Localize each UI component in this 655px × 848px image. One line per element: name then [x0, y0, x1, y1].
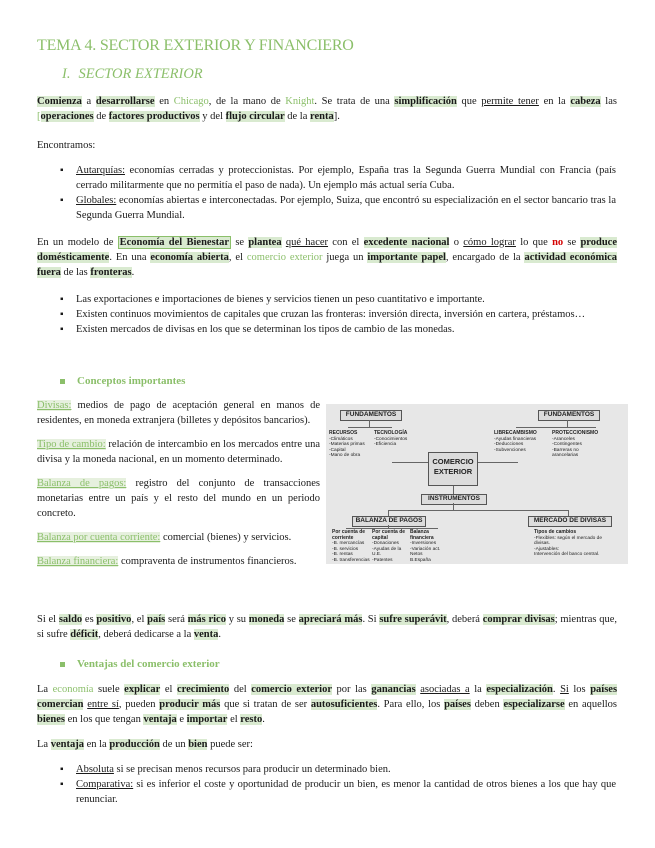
- tipos-de-cambio-block: Tipos de cambios -Flexibles: según el mercado de divisas. -Ajustables: Intervención del banco central.: [534, 529, 602, 558]
- definition: Balanza financiera: compraventa de instrumentos financieros.: [37, 556, 297, 567]
- definitions-list: [37, 398, 320, 578]
- ventajas-paragraph: La economía suele explicar el crecimiento del comercio exterior por las ganancias asociadas a la especialización. Si los países comercian entre sí, pueden producir más que si tratan de ser autosuficientes. Para ello, los países deben especializarse en aquellos bienes en los que tengan ventaja e importar el resto.: [37, 684, 618, 725]
- recursos-block: RECURSOS -Climáticos -Materias primas -Capital -Mano de obra: [329, 430, 365, 459]
- balanza-de-pagos-box: BALANZA DE PAGOS: [352, 516, 426, 527]
- list-item: ▪ Existen continuos movimientos de capitales que cruzan las fronteras: inversión directa, inversión en cartera, préstamos…: [60, 307, 616, 322]
- list-item: ▪ Existen mercados de divisas en los que se determinan los tipos de cambio de las monedas.: [60, 322, 616, 337]
- definition: Divisas: medios de pago de aceptación general en manos de residentes, en moneda extranjera (billetes y depósitos bancarios).: [37, 400, 320, 426]
- balanza-financiera-block: Balanza financiera -Inversiones -Variación act. Netos B.España: [410, 529, 441, 563]
- foreign-trade-diagram: [326, 404, 628, 564]
- list-item: ▪ Autarquías: economías cerradas y proteccionistas. Por ejemplo, España tras la Segunda Guerra Mundial con Francia (país cerrado militarmente que no permitía el paso de nada). Un ejemplo más actual sería Cuba.: [60, 163, 616, 193]
- encontramos-text: Encontramos:: [37, 140, 96, 151]
- instrumentos-box: INSTRUMENTOS: [421, 494, 487, 505]
- list-item: ▪ Las exportaciones e importaciones de bienes y servicios tienen un peso cuantitativo e importante.: [60, 292, 616, 307]
- librecambismo-block: LIBRECAMBISMO -Ayudas financieras -Deducciones -Subvenciones: [494, 430, 537, 453]
- tecnologia-block: TECNOLOGÍA -Conocimientos -Eficiencia: [374, 430, 408, 448]
- definition: Balanza de pagos: registro del conjunto de transacciones monetarias entre un país y el resto del mundo en un periodo concreto.: [37, 478, 320, 519]
- intro-paragraph: Comienza a desarrollarse en Chicago, de la mano de Knight. Se trata de una simplificación que permite tener en la cabeza las [operaciones de factores productivos y del flujo circular de la renta].: [37, 96, 617, 122]
- square-bullet-icon: [60, 379, 65, 384]
- concepts-heading: Conceptos importantes: [60, 374, 185, 389]
- page-title: TEMA 4. SECTOR EXTERIOR Y FINANCIERO: [37, 37, 354, 54]
- fundamentos-left-box: FUNDAMENTOS: [340, 410, 402, 421]
- fundamentos-right-box: FUNDAMENTOS: [538, 410, 600, 421]
- definition: Tipo de cambio: relación de intercambio en los mercados entre una divisa y la moneda nacional, en un momento determinado.: [37, 439, 320, 465]
- ventaja-produccion-paragraph: La ventaja en la producción de un bien puede ser:: [37, 739, 253, 750]
- economy-types-list: [60, 163, 616, 223]
- list-item: ▪ Absoluta si se precisan menos recursos para producir un determinado bien.: [60, 762, 616, 777]
- saldo-paragraph: Si el saldo es positivo, el país será más rico y su moneda se apreciará más. Si sufre superávit, deberá comprar divisas; mientras que, si sufre déficit, deberá dedicarse a la venta.: [37, 614, 618, 640]
- list-item: ▪ Globales: economías abiertas e interconectadas. Por ejemplo, Suiza, que encontró su especialización en el sector bancario tras la Segunda Guerra Mundial.: [60, 193, 616, 223]
- section-number: I.: [62, 66, 71, 82]
- cuenta-corriente-block: Por cuenta de corriente -B. mercancías -B. servicios -B. rentas -B. transferencias: [332, 529, 370, 563]
- section-title-text: SECTOR EXTERIOR: [78, 66, 203, 82]
- proteccionismo-block: PROTECCIONISMO -Aranceles -Contingentes -Barreras no arancelarias: [552, 430, 599, 459]
- section-title: [62, 67, 203, 82]
- ventaja-types-list: [60, 762, 616, 807]
- comercio-exterior-box: COMERCIO EXTERIOR: [428, 452, 478, 486]
- square-bullet-icon: [60, 662, 65, 667]
- model-paragraph: En un modelo de Economía del Bienestar se plantea qué hacer con el excedente nacional o cómo lograr lo que no se produce domésticamente. En una economía abierta, el comercio exterior juega un importante papel, encargado de la actividad económica fuera de las fronteras.: [37, 237, 618, 278]
- definition: Balanza por cuenta corriente: comercial (bienes) y servicios.: [37, 532, 292, 543]
- cuenta-capital-block: Por cuenta de capital -Donaciones -Ayudas de la U.E. -Patentes: [372, 529, 406, 563]
- list-item: ▪ Comparativa: si es inferior el coste y oportunidad de producir un bien, es menor la cantidad de otros bienes a los que hay que renunciar.: [60, 777, 616, 807]
- ventajas-heading: Ventajas del comercio exterior: [60, 657, 220, 672]
- mercado-de-divisas-box: MERCADO DE DIVISAS: [528, 516, 612, 527]
- open-economy-list: [60, 292, 616, 337]
